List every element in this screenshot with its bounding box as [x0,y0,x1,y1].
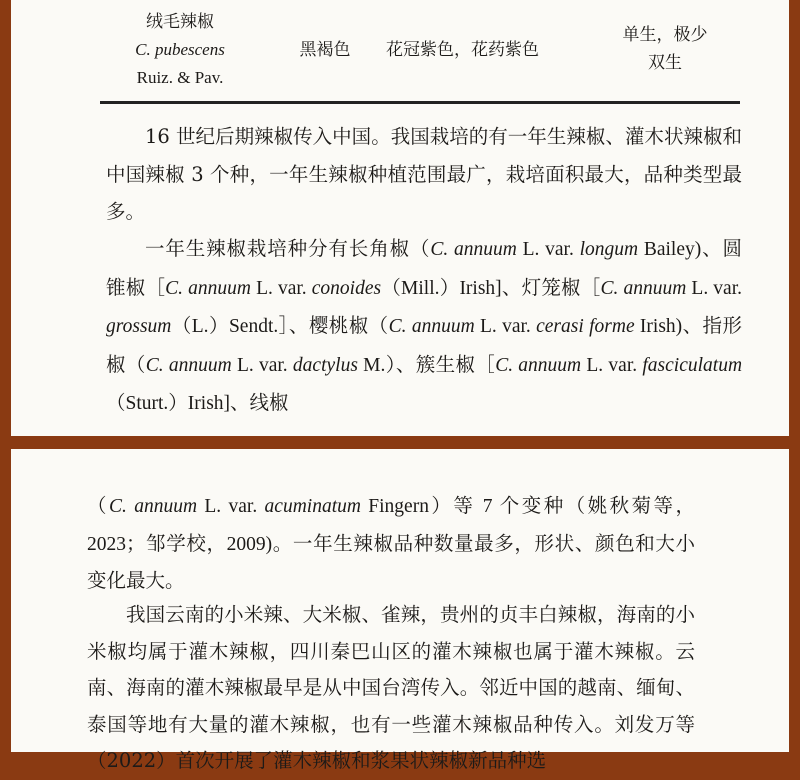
text-span: （Mill.）Irish]、灯笼椒［ [381,277,601,299]
paragraph-intro: 16 世纪后期辣椒传入中国。我国栽培的有一年生辣椒、灌木状辣椒和中国辣椒 3 个种，一年生辣椒种植范围最广，栽培面积最大，品种类型最多。 [106,125,742,223]
habit-line-1: 单生，极少 [622,25,708,45]
paragraph-shrub-pepper: 我国云南的小米辣、大米椒、雀辣，贵州的贞丰白辣椒，海南的小米椒均属于灌木辣椒，四川秦巴山区的灌木辣椒也属于灌木辣椒。云南、海南的灌木辣椒最早是从中国台湾传入。邻近中国的越南、缅甸、泰国等地有大量的灌木辣椒，也有一些灌木辣椒品种传入。刘发万等（2022）首次开展了灌木辣椒和浆果状辣椒新品种选 [87,603,695,772]
latin-term: C. annuum [430,239,517,260]
habit-line-2: 双生 [648,53,682,73]
latin-term: cerasi forme [536,316,635,337]
text-span: L. var. [686,277,743,299]
text-span: Fingern）等 7 个变种（姚秋菊等，2023；邹学校，2009)。一年生辣椒品种数量最多，形状、颜色和大小变化最大。 [87,496,695,592]
latin-term: acuminatum [264,496,361,517]
text-span: （Sturt.）Irish]、线椒 [106,393,289,414]
text-span: Bailey)、圆锥椒［ [106,239,743,299]
text-span: L. var. [581,354,643,376]
latin-term: C. annuum [600,277,687,299]
text-span: L. var. [197,496,265,517]
latin-term: grossum [106,316,172,337]
text-span: （L.）Sendt.］、樱桃椒（ [171,316,389,337]
text-span: L. var. [231,354,293,376]
fruit-color-cell: 黑褐色 [299,40,351,60]
text-span: （ [87,494,109,517]
text-span: L. var. [474,316,537,337]
text-span: M.）、簇生椒［ [357,354,496,376]
latin-term: C. annuum [165,277,251,299]
text-span: L. var. [516,239,580,260]
latin-term: fasciculatum [642,354,743,376]
flower-color-cell: 花冠紫色，花药紫色 [386,40,539,60]
text-span: L. var. [250,277,312,299]
text-span: 一年生辣椒栽培种分有长角椒（ [145,237,431,260]
table-bottom-rule [100,101,740,104]
latin-term: conoides [311,277,382,299]
text-span: Irish)、指形椒（ [106,316,743,376]
species-table-row [100,8,740,103]
species-name-author: Ruiz. & Pav. [136,68,224,87]
species-name-cell [110,8,250,92]
latin-term: C. annuum [108,496,198,517]
flower-habit-cell [600,21,730,77]
latin-term: longum [579,239,639,260]
latin-term: C. annuum [388,316,475,337]
latin-term: dactylus [292,354,358,376]
species-name-latin: C. pubescens [135,40,225,59]
latin-term: C. annuum [145,354,232,376]
species-name-cn: 绒毛辣椒 [146,12,214,32]
paragraph-continued [87,488,695,601]
latin-term: C. annuum [495,354,582,376]
paragraph-annuum-varieties [106,230,742,423]
